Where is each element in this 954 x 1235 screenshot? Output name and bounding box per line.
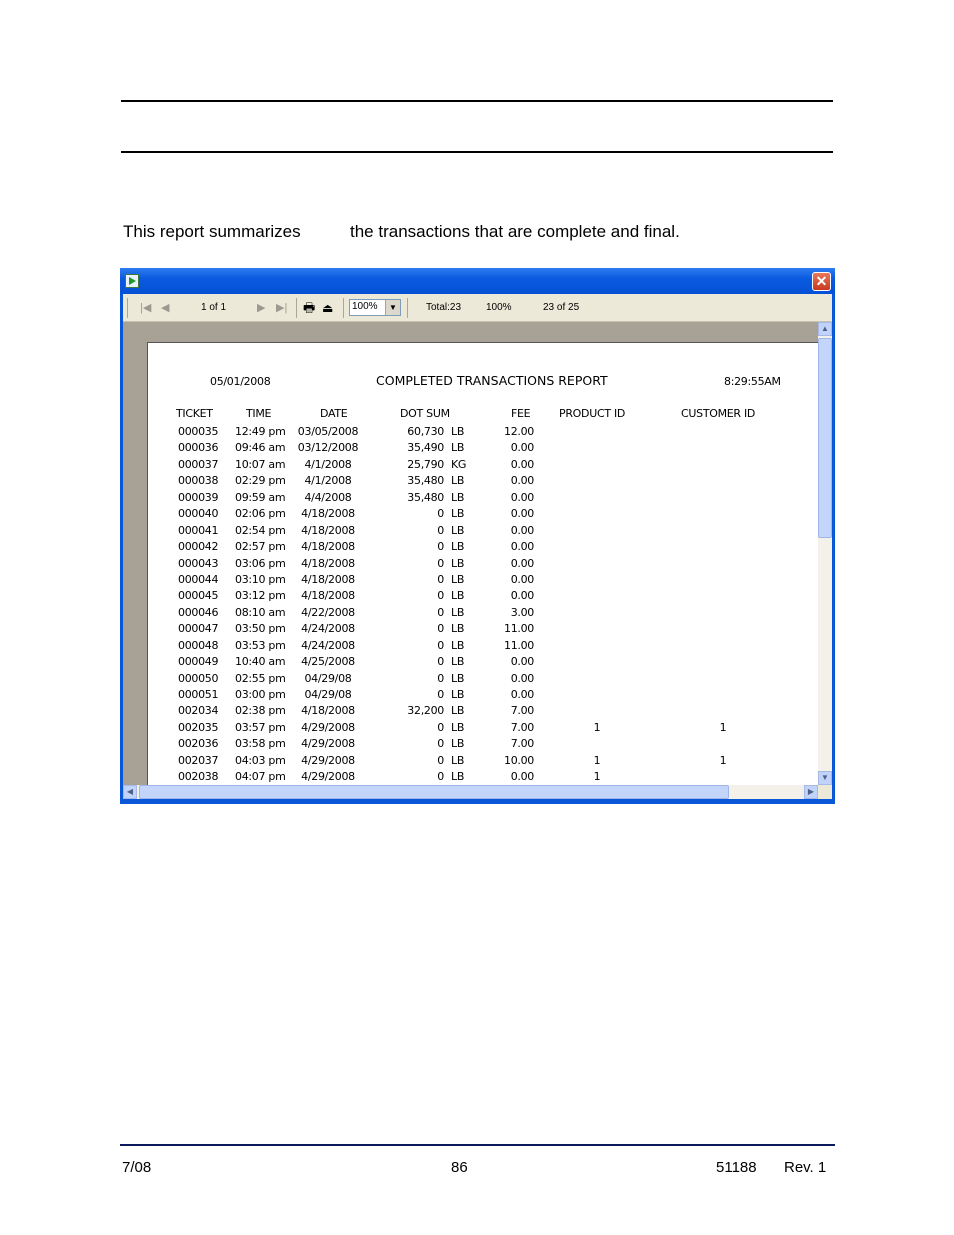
- cell-ticket: 000042: [178, 540, 219, 554]
- cell-unit: LB: [451, 770, 465, 784]
- cell-unit: LB: [451, 704, 465, 718]
- cell-unit: LB: [451, 540, 465, 554]
- cell-ticket: 000040: [178, 507, 219, 521]
- table-row: [148, 737, 818, 753]
- cell-time: 03:50 pm: [235, 622, 286, 636]
- horizontal-scroll-thumb[interactable]: [139, 785, 729, 799]
- cell-product-id: 1: [593, 770, 601, 784]
- cell-unit: LB: [451, 655, 465, 669]
- cell-unit: LB: [451, 556, 465, 570]
- vertical-scroll-thumb[interactable]: [818, 338, 832, 538]
- cell-time: 08:10 am: [235, 605, 286, 619]
- cell-fee: 0.00: [510, 507, 534, 521]
- cell-date: 4/25/2008: [301, 655, 355, 669]
- table-row: [148, 688, 818, 704]
- col-header-dot-sum: DOT SUM: [400, 407, 450, 420]
- cell-fee: 7.00: [510, 720, 534, 734]
- table-row: [148, 540, 818, 556]
- cell-unit: LB: [451, 507, 465, 521]
- cell-fee: 11.00: [504, 622, 534, 636]
- table-row: [148, 458, 818, 474]
- table-row: [148, 655, 818, 671]
- cell-unit: LB: [451, 638, 465, 652]
- cell-time: 09:46 am: [235, 441, 286, 455]
- report-title: COMPLETED TRANSACTIONS REPORT: [376, 373, 608, 388]
- cell-date: 04/29/08: [304, 688, 352, 701]
- cell-time: 03:06 pm: [235, 556, 286, 570]
- last-page-icon[interactable]: ▶|: [276, 302, 288, 314]
- cell-date: 4/29/2008: [301, 737, 355, 751]
- previous-page-icon[interactable]: ◀: [161, 302, 170, 314]
- cell-fee: 0.00: [510, 655, 534, 669]
- top-rule: [121, 100, 833, 102]
- cell-date: 4/18/2008: [301, 556, 355, 570]
- table-row: [148, 507, 818, 523]
- zoom-percent: 100%: [486, 302, 512, 313]
- cell-dot-sum: 0: [437, 523, 444, 537]
- cell-ticket: 000036: [178, 441, 219, 455]
- cell-time: 02:29 pm: [235, 474, 286, 488]
- cell-unit: LB: [451, 425, 465, 438]
- cell-date: 4/18/2008: [301, 540, 355, 554]
- cell-fee: 3.00: [510, 605, 534, 619]
- cell-fee: 10.00: [504, 753, 534, 767]
- cell-fee: 0.00: [510, 490, 534, 504]
- cell-date: 4/29/2008: [301, 770, 355, 784]
- footer-revision: Rev. 1: [784, 1159, 827, 1176]
- report-viewer-window: [120, 268, 835, 804]
- cell-time: 04:07 pm: [235, 770, 286, 784]
- cell-date: 4/18/2008: [301, 572, 355, 586]
- table-row: [148, 606, 818, 622]
- scroll-down-icon[interactable]: ▼: [818, 771, 832, 785]
- cell-unit: LB: [451, 720, 465, 734]
- cell-time: 09:59 am: [235, 490, 286, 504]
- cell-fee: 0.00: [510, 540, 534, 554]
- export-icon[interactable]: ⏏: [322, 301, 334, 315]
- cell-fee: 0.00: [510, 556, 534, 570]
- cell-fee: 0.00: [510, 441, 534, 455]
- cell-dot-sum: 0: [437, 589, 444, 603]
- cell-fee: 7.00: [510, 704, 534, 718]
- cell-unit: LB: [451, 589, 465, 603]
- cell-dot-sum: 0: [437, 671, 444, 685]
- table-row: [148, 589, 818, 605]
- cell-ticket: 000035: [178, 425, 219, 438]
- cell-unit: LB: [451, 622, 465, 636]
- cell-time: 03:00 pm: [235, 688, 286, 701]
- cell-time: 02:57 pm: [235, 540, 286, 554]
- cell-dot-sum: 0: [437, 605, 444, 619]
- cell-fee: 7.00: [510, 737, 534, 751]
- cell-ticket: 000050: [178, 671, 219, 685]
- cell-dot-sum: 0: [437, 507, 444, 521]
- cell-unit: LB: [451, 523, 465, 537]
- cell-time: 03:12 pm: [235, 589, 286, 603]
- cell-unit: LB: [451, 441, 465, 455]
- cell-time: 10:40 am: [235, 655, 286, 669]
- cell-time: 02:06 pm: [235, 507, 286, 521]
- cell-time: 10:07 am: [235, 457, 286, 471]
- cell-fee: 11.00: [504, 638, 534, 652]
- vertical-scrollbar[interactable]: [818, 322, 832, 785]
- cell-date: 4/29/2008: [301, 753, 355, 767]
- cell-fee: 0.00: [510, 457, 534, 471]
- toolbar-separator: [343, 298, 344, 318]
- cell-dot-sum: 0: [437, 753, 444, 767]
- table-row: [148, 425, 818, 441]
- window-titlebar[interactable]: [120, 268, 835, 294]
- cell-date: 4/1/2008: [304, 474, 352, 488]
- cell-ticket: 000044: [178, 572, 219, 586]
- cell-ticket: 000043: [178, 556, 219, 570]
- cell-product-id: 1: [593, 720, 601, 734]
- cell-ticket: 000047: [178, 622, 219, 636]
- cell-date: 4/18/2008: [301, 589, 355, 603]
- cell-customer-id: 1: [719, 720, 727, 734]
- table-row: [148, 573, 818, 589]
- zoom-value: 100%: [352, 301, 378, 312]
- cell-fee: 0.00: [510, 688, 534, 701]
- zoom-select[interactable]: [349, 299, 401, 316]
- cell-fee: 0.00: [510, 589, 534, 603]
- cell-product-id: 1: [593, 753, 601, 767]
- report-viewport[interactable]: [123, 322, 818, 785]
- chevron-down-icon[interactable]: ▼: [385, 300, 400, 315]
- cell-dot-sum: 0: [437, 770, 444, 784]
- cell-dot-sum: 32,200: [407, 704, 444, 718]
- cell-dot-sum: 35,490: [407, 441, 444, 455]
- cell-ticket: 002034: [178, 704, 219, 718]
- table-row: [148, 524, 818, 540]
- col-header-fee: FEE: [511, 407, 531, 420]
- cell-date: 4/18/2008: [301, 507, 355, 521]
- cell-time: 03:53 pm: [235, 638, 286, 652]
- cell-unit: LB: [451, 474, 465, 488]
- cell-fee: 0.00: [510, 523, 534, 537]
- table-row: [148, 557, 818, 573]
- cell-dot-sum: 35,480: [407, 474, 444, 488]
- col-header-time: TIME: [246, 407, 272, 420]
- cell-time: 03:10 pm: [235, 572, 286, 586]
- report-time: 8:29:55AM: [724, 375, 781, 388]
- cell-ticket: 000049: [178, 655, 219, 669]
- cell-dot-sum: 0: [437, 737, 444, 751]
- scroll-left-icon[interactable]: ◀: [123, 785, 137, 799]
- cell-fee: 0.00: [510, 572, 534, 586]
- col-header-product-id: PRODUCT ID: [559, 407, 626, 420]
- cell-ticket: 002036: [178, 737, 219, 751]
- cell-dot-sum: 35,480: [407, 490, 444, 504]
- cell-ticket: 002035: [178, 720, 219, 734]
- cell-fee: 0.00: [510, 474, 534, 488]
- cell-date: 4/22/2008: [301, 605, 355, 619]
- report-rows: [148, 425, 818, 785]
- table-row: [148, 721, 818, 737]
- record-count: 23 of 25: [543, 302, 580, 313]
- report-date: 05/01/2008: [210, 375, 271, 388]
- next-page-icon[interactable]: ▶: [257, 302, 266, 314]
- cell-date: 4/18/2008: [301, 523, 355, 537]
- footer-page-number: 86: [451, 1159, 468, 1176]
- table-row: [148, 672, 818, 688]
- table-row: [148, 491, 818, 507]
- print-icon[interactable]: 🖶: [303, 300, 316, 315]
- cell-ticket: 000045: [178, 589, 219, 603]
- cell-ticket: 000048: [178, 638, 219, 652]
- horizontal-scrollbar[interactable]: [123, 785, 818, 799]
- app-icon: [125, 274, 139, 288]
- report-toolbar: [123, 294, 832, 322]
- table-row: [148, 754, 818, 770]
- intro-text-part1: This report summarizes: [123, 222, 301, 241]
- footer-rule: [120, 1144, 835, 1146]
- cell-ticket: 002038: [178, 770, 219, 784]
- cell-ticket: 000038: [178, 474, 219, 488]
- cell-unit: LB: [451, 671, 465, 685]
- cell-fee: 0.00: [510, 770, 534, 784]
- cell-unit: LB: [451, 753, 465, 767]
- report-page: [147, 342, 818, 785]
- col-header-customer-id: CUSTOMER ID: [681, 407, 756, 420]
- cell-ticket: 000041: [178, 523, 219, 537]
- cell-dot-sum: 0: [437, 540, 444, 554]
- cell-ticket: 000037: [178, 457, 219, 471]
- cell-date: 4/18/2008: [301, 704, 355, 718]
- cell-dot-sum: 0: [437, 638, 444, 652]
- first-page-icon[interactable]: |◀: [140, 302, 152, 314]
- cell-date: 04/29/08: [304, 671, 352, 685]
- cell-fee: 12.00: [504, 425, 534, 438]
- cell-dot-sum: 25,790: [407, 457, 444, 471]
- cell-unit: LB: [451, 605, 465, 619]
- cell-date: 4/1/2008: [304, 457, 352, 471]
- cell-time: 02:38 pm: [235, 704, 286, 718]
- toolbar-grip: [127, 298, 128, 318]
- cell-date: 03/05/2008: [297, 425, 359, 438]
- cell-dot-sum: 0: [437, 655, 444, 669]
- total-count: Total:23: [426, 302, 462, 313]
- cell-dot-sum: 0: [437, 622, 444, 636]
- cell-time: 04:03 pm: [235, 753, 286, 767]
- intro-text-part2: the transactions that are complete and final.: [350, 222, 680, 241]
- page-indicator: 1 of 1: [201, 302, 227, 313]
- cell-date: 4/24/2008: [301, 622, 355, 636]
- cell-unit: LB: [451, 737, 465, 751]
- table-row: [148, 474, 818, 490]
- toolbar-separator: [296, 298, 297, 318]
- cell-fee: 0.00: [510, 671, 534, 685]
- table-row: [148, 770, 818, 785]
- scrollbar-corner: [818, 785, 832, 799]
- toolbar-separator: [407, 298, 408, 318]
- cell-dot-sum: 0: [437, 720, 444, 734]
- cell-ticket: 002037: [178, 753, 219, 767]
- table-row: [148, 704, 818, 720]
- cell-time: 12:49 pm: [235, 425, 286, 438]
- scroll-up-icon[interactable]: ▲: [818, 322, 832, 336]
- scroll-right-icon[interactable]: ▶: [804, 785, 818, 799]
- table-row: [148, 622, 818, 638]
- cell-time: 03:58 pm: [235, 737, 286, 751]
- cell-ticket: 000046: [178, 605, 219, 619]
- cell-date: 4/4/2008: [304, 490, 352, 504]
- col-header-date: DATE: [320, 407, 348, 420]
- header-rule: [121, 151, 833, 153]
- cell-date: 03/12/2008: [297, 441, 359, 455]
- cell-unit: KG: [451, 457, 467, 471]
- table-row: [148, 441, 818, 457]
- cell-dot-sum: 0: [437, 572, 444, 586]
- cell-dot-sum: 0: [437, 556, 444, 570]
- footer-date: 7/08: [122, 1159, 152, 1176]
- cell-dot-sum: 0: [437, 688, 444, 701]
- cell-time: 03:57 pm: [235, 720, 286, 734]
- close-button[interactable]: ✕: [812, 272, 831, 291]
- cell-date: 4/24/2008: [301, 638, 355, 652]
- cell-time: 02:54 pm: [235, 523, 286, 537]
- cell-customer-id: 1: [719, 753, 727, 767]
- col-header-ticket: TICKET: [176, 407, 213, 420]
- cell-unit: LB: [451, 490, 465, 504]
- table-row: [148, 639, 818, 655]
- cell-date: 4/29/2008: [301, 720, 355, 734]
- cell-unit: LB: [451, 688, 465, 701]
- cell-unit: LB: [451, 572, 465, 586]
- cell-time: 02:55 pm: [235, 671, 286, 685]
- cell-ticket: 000039: [178, 490, 219, 504]
- cell-ticket: 000051: [178, 688, 219, 701]
- cell-dot-sum: 60,730: [407, 425, 444, 438]
- footer-doc-number: 51188: [716, 1159, 757, 1176]
